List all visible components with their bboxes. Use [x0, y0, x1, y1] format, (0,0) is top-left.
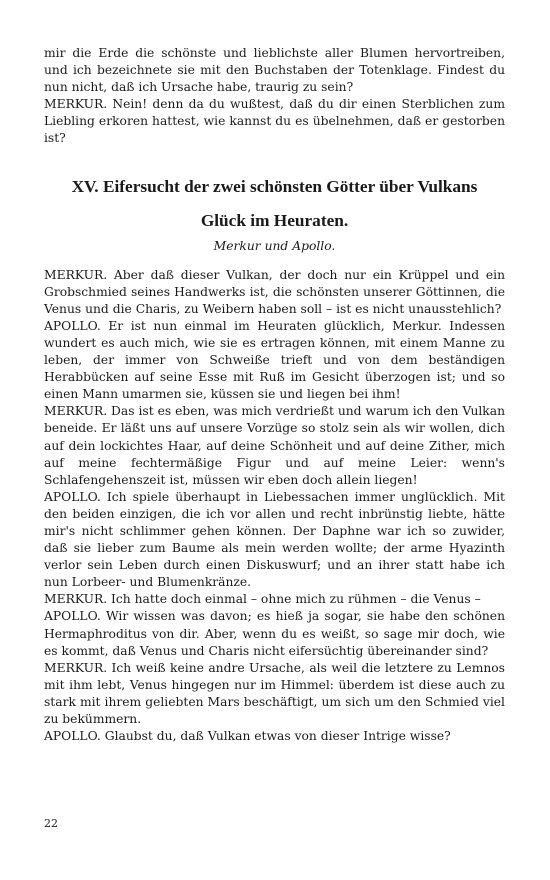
- dialogue-paragraph: APOLLO. Er ist nun einmal im Heuraten glücklich, Merkur. Indessen wundert es auch mich, wie sie es ertragen können, mit einem Manne zu leben, der immer von Schweiße trieft und von dem beständigen Herabbücken auf seine Esse mit Ruß im Gesicht überzogen ist; und so einen Mann umarmen sie, küssen sie und liegen bei ihm!: [44, 318, 505, 402]
- intro-paragraph-1: mir die Erde die schönste und lieblichste aller Blumen hervortreiben, und ich bezeichnete sie mit den Buchstaben der Totenklage. Findest du nun nicht, daß ich Ursache habe, traurig zu sein?: [44, 46, 505, 95]
- dialogue-paragraph: MERKUR. Ich hatte doch einmal – ohne mich zu rühmen – die Venus –: [44, 592, 481, 607]
- dialogue-paragraph: MERKUR. Ich weiß keine andre Ursache, als weil die letztere zu Lemnos mit ihm lebt, Venus hingegen nur im Himmel: überdem ist diese auch zu stark mit ihrem geliebten Mars beschäftigt, um sich um den Schmied viel zu bekümmern.: [44, 660, 505, 726]
- chapter-title-line-1: XV. Eifersucht der zwei schönsten Götter über Vulkans: [71, 176, 478, 196]
- chapter-title-line-2: Glück im Heuraten.: [200, 210, 349, 230]
- dialogue-paragraph: APOLLO. Wir wissen was davon; es hieß ja sogar, sie habe den schönen Hermaphroditus von dir. Aber, wenn du es weißt, so sage mir doch, wie es kommt, daß Venus und Charis nicht eifersüchtig übereinander sind?: [44, 609, 505, 658]
- intro-paragraph-2: MERKUR. Nein! denn da du wußtest, daß du dir einen Sterblichen zum Liebling erkoren hattest, wie kannst du es übelnehmen, daß er gestorben ist?: [44, 97, 505, 146]
- chapter-subtitle: Merkur und Apollo.: [213, 238, 336, 253]
- dialogue-paragraph: MERKUR. Das ist es eben, was mich verdrießt und warum ich den Vulkan beneide. Er läßt uns auf unsere Vorzüge so stolz sein als wir wollen, dich auf dein lockichtes Haar, auf deine Schönheit und auf deine Zither, mich auf meine fechtermäßige Figur und auf meine Leier: wenn's Schlafengehenszeit ist, müssen wir eben doch allein liegen!: [44, 404, 505, 487]
- dialogue-paragraph: APOLLO. Glaubst du, daß Vulkan etwas von dieser Intrige wisse?: [44, 729, 451, 744]
- page-number: 22: [44, 817, 58, 830]
- chapter-title: [44, 170, 505, 238]
- dialogue-paragraph: APOLLO. Ich spiele überhaupt in Liebessachen immer unglücklich. Mit den beiden einzigen, die ich vor allen und recht inbrünstig liebte, hätte mir's nicht schlimmer gehen können. Der Daphne war ich so zuwider, daß sie lieber zum Baume als mein werden wollte; der arme Hyazinth verlor sein Leben durch einen Diskuswurf; und an ihrer statt habe ich nun Lorbeer- und Blumenkränze.: [44, 489, 505, 590]
- page-body: [44, 45, 505, 745]
- dialogue-paragraph: MERKUR. Aber daß dieser Vulkan, der doch nur ein Krüppel und ein Grobschmied seines Handwerks ist, die schönsten unserer Göttinnen, die Venus und die Charis, zu Weibern haben soll – ist es nicht unausstehlich?: [44, 267, 505, 316]
